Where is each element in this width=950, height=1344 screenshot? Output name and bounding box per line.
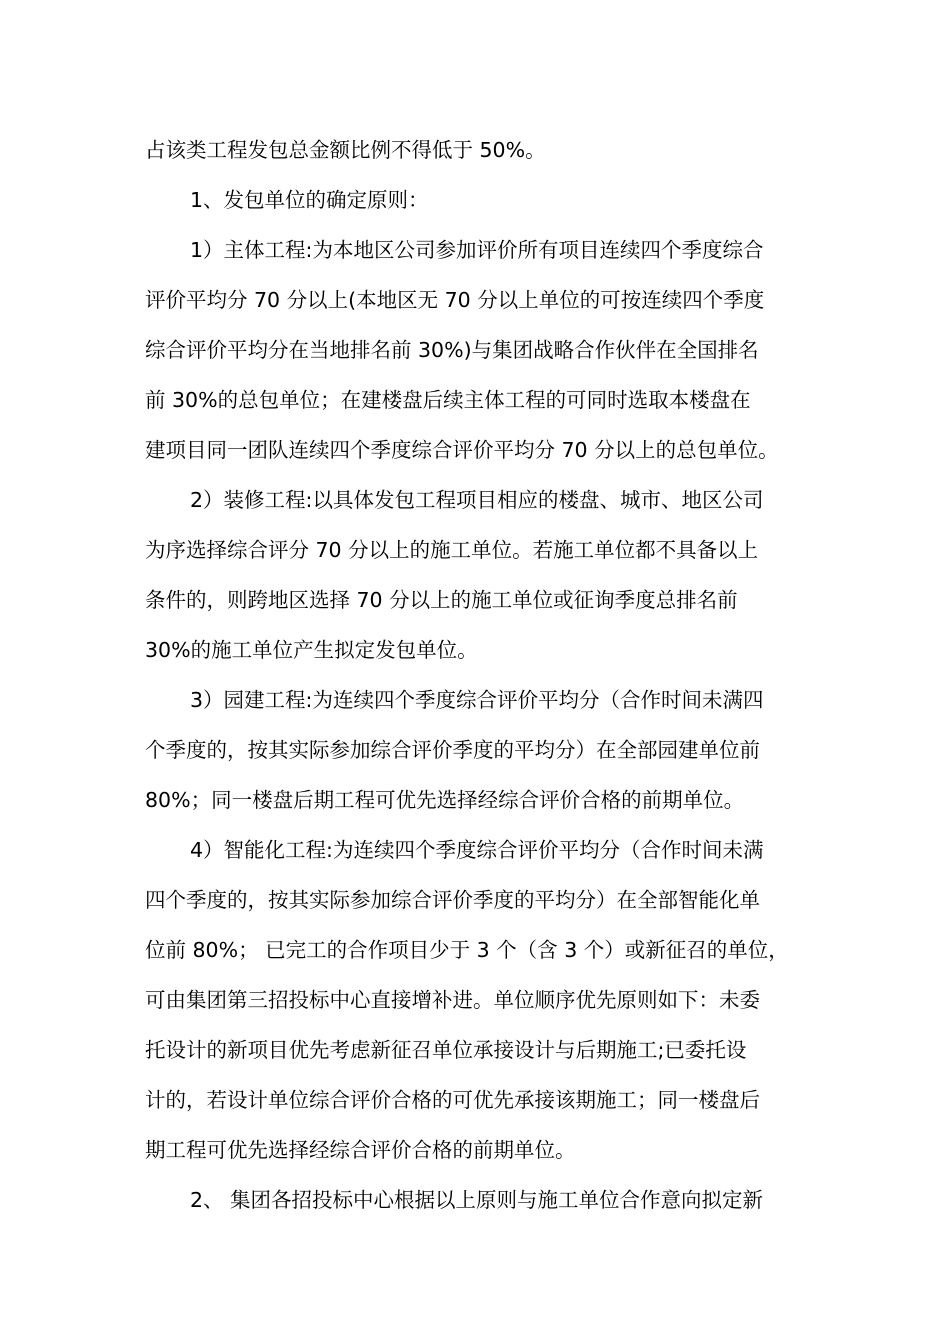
text-line-14: 80%；同一楼盘后期工程可优先选择经综合评价合格的前期单位。 <box>145 788 745 812</box>
text-line-11: 30%的施工单位产生拟定发包单位。 <box>145 638 478 662</box>
text-line-5: 综合评价平均分在当地排名前 30%)与集团战略合作伙伴在全国排名 <box>145 338 759 362</box>
section-heading-1: 1、发包单位的确定原则： <box>190 188 429 212</box>
text-line-4: 评价平均分 70 分以上(本地区无 70 分以上单位的可按连续四个季度 <box>145 288 765 312</box>
text-line-17: 位前 80%； 已完工的合作项目少于 3 个（含 3 个）或新征召的单位， <box>145 938 789 962</box>
section-heading-2: 2、 集团各招投标中心根据以上原则与施工单位合作意向拟定新 <box>190 1188 764 1212</box>
text-line-10: 条件的，则跨地区选择 70 分以上的施工单位或征询季度总排名前 <box>145 588 738 612</box>
text-line-20: 计的，若设计单位综合评价合格的可优先承接该期施工；同一楼盘后 <box>145 1088 760 1112</box>
text-line-1: 占该类工程发包总金额比例不得低于 50%。 <box>145 138 546 162</box>
text-line-19: 托设计的新项目优先考虑新征召单位承接设计与后期施工;已委托设 <box>145 1038 747 1062</box>
text-line-7: 建项目同一团队连续四个季度综合评价平均分 70 分以上的总包单位。 <box>145 438 779 462</box>
text-line-3: 1）主体工程:为本地区公司参加评价所有项目连续四个季度综合 <box>190 238 764 262</box>
text-line-16: 四个季度的，按其实际参加综合评价季度的平均分）在全部智能化单 <box>145 888 760 912</box>
text-line-8: 2）装修工程:以具体发包工程项目相应的楼盘、城市、地区公司 <box>190 488 764 512</box>
text-line-12: 3）园建工程:为连续四个季度综合评价平均分（合作时间未满四 <box>190 688 764 712</box>
text-line-15: 4）智能化工程:为连续四个季度综合评价平均分（合作时间未满 <box>190 838 764 862</box>
text-line-13: 个季度的，按其实际参加综合评价季度的平均分）在全部园建单位前 <box>145 738 760 762</box>
text-line-6: 前 30%的总包单位；在建楼盘后续主体工程的可同时选取本楼盘在 <box>145 388 751 412</box>
text-line-9: 为序选择综合评分 70 分以上的施工单位。若施工单位都不具备以上 <box>145 538 759 562</box>
text-line-21: 期工程可优先选择经综合评价合格的前期单位。 <box>145 1138 576 1162</box>
text-line-18: 可由集团第三招投标中心直接增补进。单位顺序优先原则如下：未委 <box>145 988 760 1012</box>
